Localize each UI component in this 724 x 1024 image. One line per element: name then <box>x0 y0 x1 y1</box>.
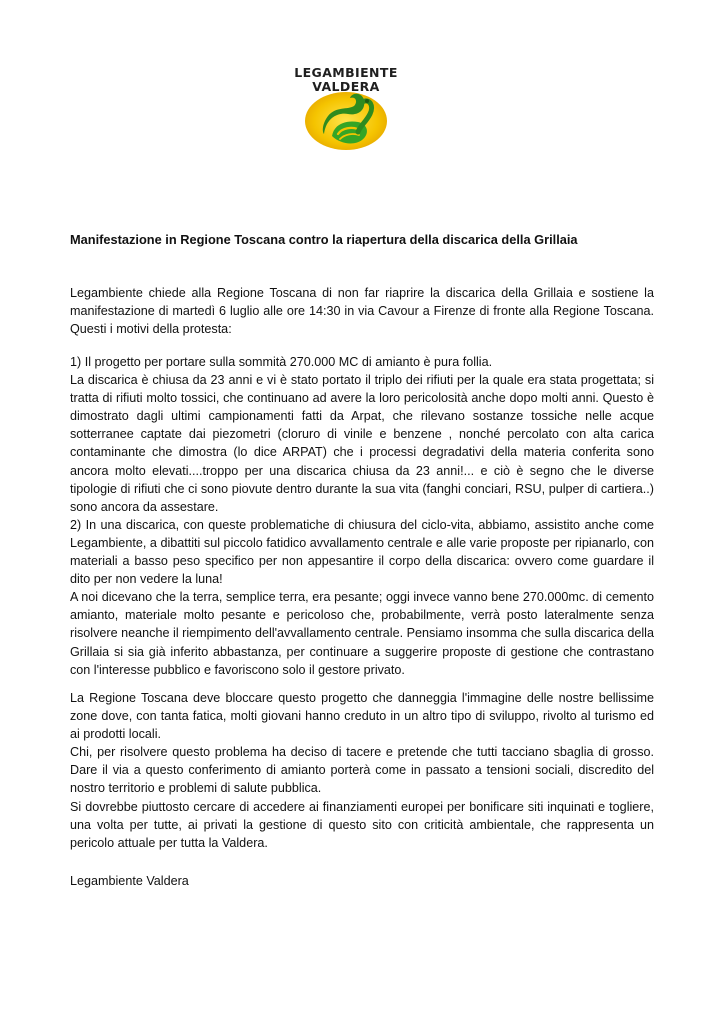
logo-text-line1: LEGAMBIENTE <box>294 65 398 80</box>
swan-sun-logo-icon <box>304 88 388 150</box>
reason-1-heading: 1) Il progetto per portare sulla sommità 270.000 MC di amianto è pura follia. <box>70 355 493 369</box>
document-title: Manifestazione in Regione Toscana contro la riapertura della discarica della Grillaia <box>70 232 578 247</box>
closing-paragraph-1: La Regione Toscana deve bloccare questo progetto che danneggia l'immagine delle nostre bellissime zone dove, con tanta fatica, molti giovani hanno creduto in un altro tipo di sviluppo, rivolto al turismo ed ai prodotti locali. <box>70 691 654 742</box>
signature: Legambiente Valdera <box>70 874 189 888</box>
intro-paragraph: Legambiente chiede alla Regione Toscana di non far riaprire la discarica della Grillaia e sostiene la manifestazione di martedì 6 luglio alle ore 14:30 in via Cavour a Firenze di fronte alla Regione Toscana. Questi i motivi della protesta: <box>70 286 654 337</box>
reasons-section <box>70 353 654 679</box>
reason-2-text: 2) In una discarica, con queste problematiche di chiusura del ciclo-vita, abbiamo, assistito anche come Legambiente, a dibattiti sul piccolo fatidico avvallamento centrale e alle varie proposte per ripianarlo, con materiali a basso peso specifico per non appesantire il corpo della discarica: ovvero come guardare il dito per non vedere la luna! <box>70 517 654 587</box>
logo-text-line2: VALDERA <box>312 79 380 94</box>
reason-2-continuation: A noi dicevano che la terra, semplice terra, era pesante; oggi invece vanno bene 270.000mc. di cemento amianto, materiale molto pesante e pericoloso che, probabilmente, verrà posto lateralmente senza risolvere neanche il riempimento dell'avvallamento centrale. Pensiamo insomma che sulla discarica della Grillaia si sia già inferito abbastanza, per continuare a suggerire proposte di gestione che contrastano con l'interesse pubblico e favoriscono solo il gestore privato. <box>70 590 654 677</box>
legambiente-logo <box>282 66 410 150</box>
reason-1-text: La discarica è chiusa da 23 anni e vi è stato portato il triplo dei rifiuti per la quale era stata progettata; si tratta di rifiuti molto tossici, che continuano ad avere la loro pericolosità anche dopo molti anni. Questo è dimostrato dagli ultimi campionamenti fatti da Arpat, che rilevano sostanze tossiche nelle acque sotterranee captate dai piezometri (cloruro di vinile e benzene , nonché percolato con alta carica contaminante che dimostra (lo dice ARPAT) che i processi degradativi della materia conferita sono ancora molto elevati....troppo per una discarica chiusa da 23 anni!... e ciò è segno che le diverse tipologie di rifiuti che ci sono piovute dentro durante la sua vita (fanghi conciari, RSU, pulper di cartiera..) sono ancora da assestare. <box>70 373 654 514</box>
closing-paragraph-3: Si dovrebbe piuttosto cercare di accedere ai finanziamenti europei per bonificare siti inquinati e togliere, una volta per tutte, ai privati la gestione di questo sito con criticità ambientale, che rappresenta un pericolo attuale per tutta la Valdera. <box>70 799 654 850</box>
closing-section <box>70 689 654 852</box>
closing-paragraph-2: Chi, per risolvere questo problema ha deciso di tacere e pretende che tutti tacciano sbaglia di grosso. Dare il via a questo conferimento di amianto porterà come in passato a tensioni sociali, discredito del nostro territorio e problemi di salute pubblica. <box>70 745 654 796</box>
